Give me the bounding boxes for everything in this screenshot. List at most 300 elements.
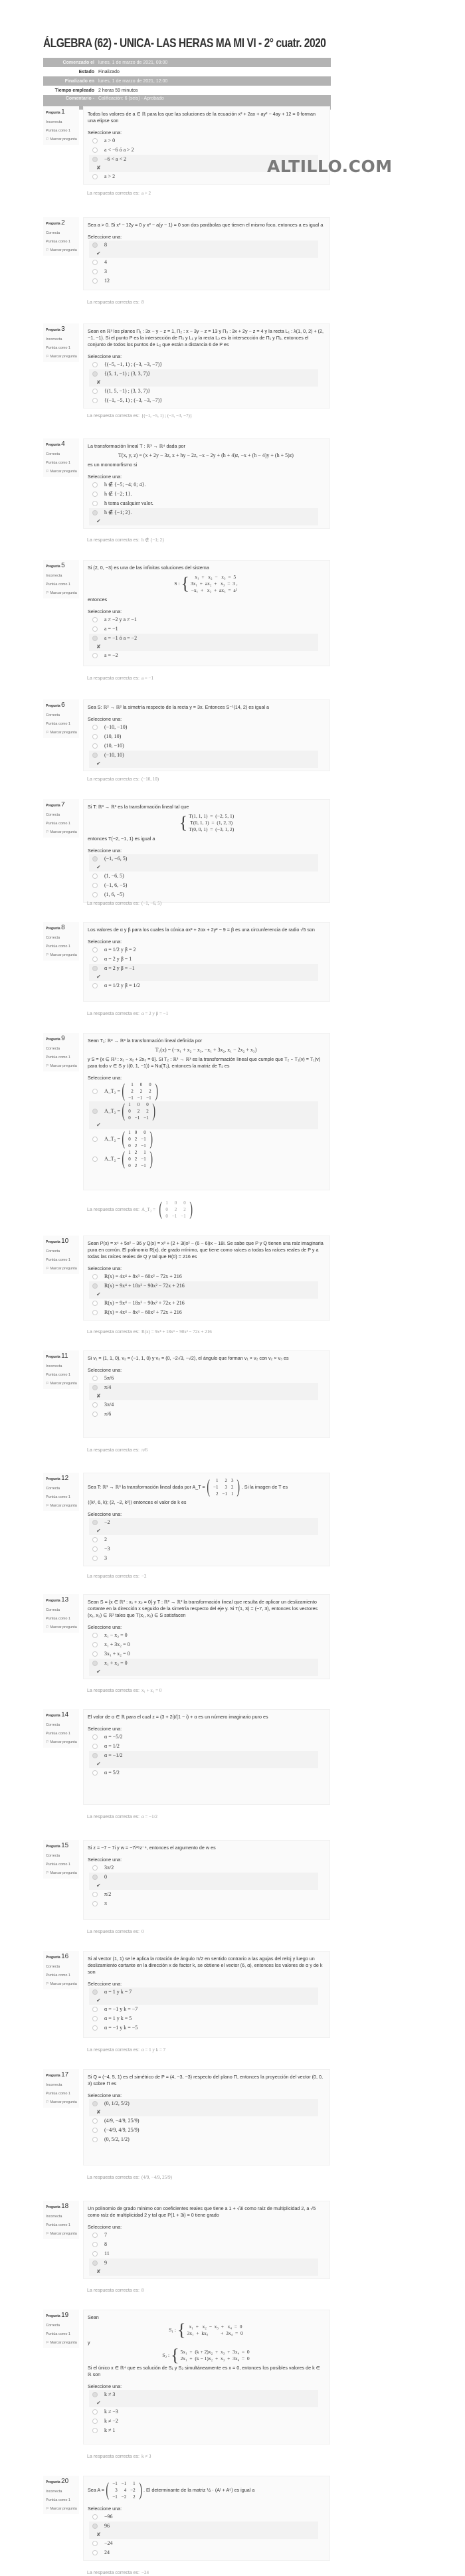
radio-button[interactable] xyxy=(92,398,98,403)
radio-button[interactable] xyxy=(92,1376,98,1381)
question-content xyxy=(83,217,330,290)
question-num: 16 xyxy=(61,1953,69,1960)
answer-option[interactable] xyxy=(89,1732,318,1742)
answer-option[interactable] xyxy=(89,955,318,964)
answer-option[interactable] xyxy=(89,854,318,872)
answer-option[interactable] xyxy=(89,981,318,990)
radio-button[interactable] xyxy=(92,2016,98,2021)
question-text xyxy=(88,1845,324,1851)
question-score: Puntúa como 1 xyxy=(46,346,70,350)
matrix-cell: 1 xyxy=(143,1150,146,1155)
option-text: k ≠ −2 xyxy=(104,2418,118,2424)
radio-button[interactable] xyxy=(92,510,98,515)
option-text: 2 xyxy=(104,1536,107,1542)
radio-button[interactable] xyxy=(92,2128,98,2133)
radio-button[interactable] xyxy=(92,1770,98,1776)
question-num: 5 xyxy=(61,562,65,569)
answer-option[interactable] xyxy=(89,624,318,634)
flag-question-button[interactable] xyxy=(46,1871,79,1875)
option-text: α = 5/2 xyxy=(104,1770,120,1776)
radio-button[interactable] xyxy=(92,983,98,988)
answer-option[interactable] xyxy=(89,1101,318,1129)
select-one-label: Seleccione una: xyxy=(88,2506,122,2512)
flag-question-button[interactable] xyxy=(46,1382,79,1386)
answer-option[interactable] xyxy=(89,1631,318,1640)
cross-icon: ✘ xyxy=(96,2109,101,2115)
option-text: α = 2 y β = −1 xyxy=(104,965,135,971)
option-text: 8 xyxy=(104,242,107,248)
answer-option[interactable] xyxy=(89,145,318,155)
correct-answer xyxy=(87,1200,194,1220)
radio-button[interactable] xyxy=(92,1089,98,1094)
radio-button[interactable] xyxy=(92,1274,98,1279)
radio-button[interactable] xyxy=(92,242,98,248)
matrix xyxy=(205,1477,242,1497)
radio-button[interactable] xyxy=(92,1310,98,1315)
radio-button[interactable] xyxy=(92,492,98,497)
answer-option[interactable] xyxy=(89,1383,318,1400)
flag-label: Marcar pregunta xyxy=(50,2232,77,2236)
matrix-cell: 3 xyxy=(231,1478,234,1483)
question-num: 8 xyxy=(61,924,65,931)
answer-option[interactable] xyxy=(89,267,318,276)
matrix-cell: 0 xyxy=(143,1130,146,1135)
answer-option[interactable] xyxy=(89,396,318,405)
flag-question-button[interactable] xyxy=(46,591,79,595)
matrix-row xyxy=(126,1143,147,1149)
answer-option[interactable] xyxy=(89,360,318,369)
flag-question-button[interactable] xyxy=(46,248,79,252)
radio-button[interactable] xyxy=(92,2118,98,2124)
correct-answer-value: 0 xyxy=(141,1929,144,1934)
answer-option[interactable] xyxy=(89,1400,318,1410)
option-text: α = 1/2 xyxy=(104,1743,120,1749)
radio-button[interactable] xyxy=(92,2541,98,2546)
question-label: Pregunta xyxy=(46,2314,60,2318)
question-info xyxy=(43,2310,79,2348)
radio-button[interactable] xyxy=(92,2550,98,2555)
flag-question-button[interactable] xyxy=(46,1064,79,1068)
flag-question-button[interactable] xyxy=(46,1504,79,1508)
answer-option[interactable] xyxy=(89,480,318,490)
radio-button[interactable] xyxy=(92,626,98,632)
answer-option[interactable] xyxy=(89,1659,318,1676)
answer-option[interactable] xyxy=(89,2126,318,2135)
correct-answer-label: La respuesta correcta es: xyxy=(87,1329,140,1334)
answer-option[interactable] xyxy=(89,1544,318,1554)
flag-icon: ⚐ xyxy=(46,1267,50,1271)
question-info xyxy=(43,2069,79,2108)
radio-button[interactable] xyxy=(92,269,98,274)
answer-option[interactable] xyxy=(89,2005,318,2014)
correct-answer-value: k ≠ 3 xyxy=(141,2454,151,2459)
option-text: 3x₁ + x₂ = 0 xyxy=(104,1651,130,1657)
matrix-cell: 0 xyxy=(137,1102,140,1107)
question-paragraph: Sean xyxy=(88,2314,99,2320)
correct-answer-label: La respuesta correcta es: xyxy=(87,2047,140,2053)
radio-button[interactable] xyxy=(92,966,98,971)
question-info xyxy=(43,323,79,362)
check-icon: ✔ xyxy=(96,1997,101,2003)
radio-button[interactable] xyxy=(92,957,98,962)
answer-option[interactable] xyxy=(89,1554,318,1563)
question-num: 1 xyxy=(61,108,65,116)
select-one-label: Seleccione una: xyxy=(88,716,122,722)
question-num: 6 xyxy=(61,701,65,709)
option-text: A_T₂ = xyxy=(104,1156,120,1162)
matrix xyxy=(120,1149,154,1169)
question-text xyxy=(88,443,324,468)
radio-button[interactable] xyxy=(92,636,98,641)
system-row: 2x₁ + (k − 1)x₂ + x₃ + 3x₄ = 0 xyxy=(180,2355,250,2361)
flag-question-button[interactable] xyxy=(46,2341,79,2345)
radio-button[interactable] xyxy=(92,1546,98,1552)
equation-system xyxy=(88,574,324,594)
answer-option[interactable] xyxy=(89,881,318,890)
radio-button[interactable] xyxy=(92,2101,98,2106)
option-text: (−10, 10) xyxy=(104,752,124,758)
answer-option[interactable] xyxy=(89,2231,318,2240)
radio-button[interactable] xyxy=(92,1385,98,1390)
matrix-cell: −1 xyxy=(146,1095,151,1101)
answer-option[interactable] xyxy=(89,1081,318,1101)
answer-option[interactable] xyxy=(89,2539,318,2548)
flag-label: Marcar pregunta xyxy=(50,2341,77,2345)
flag-question-button[interactable] xyxy=(46,1740,79,1744)
summary-row-state xyxy=(43,67,331,76)
answer-option[interactable] xyxy=(89,1640,318,1649)
answer-option[interactable] xyxy=(89,1129,318,1149)
radio-button[interactable] xyxy=(92,371,98,377)
answer-option[interactable] xyxy=(89,490,318,499)
answer-option[interactable] xyxy=(89,1768,318,1778)
matrix-cell: −1 xyxy=(141,1137,146,1142)
radio-button[interactable] xyxy=(92,157,98,162)
flag-question-button[interactable] xyxy=(46,355,79,359)
question-content xyxy=(83,1840,330,1920)
radio-button[interactable] xyxy=(92,260,98,265)
answer-option[interactable] xyxy=(89,732,318,741)
select-one-label: Seleccione una: xyxy=(88,1624,122,1630)
answer-option[interactable] xyxy=(89,1374,318,1383)
answer-option[interactable] xyxy=(89,2548,318,2557)
radio-button[interactable] xyxy=(92,2025,98,2031)
option-text: x₁ − x₂ = 0 xyxy=(104,1632,128,1638)
answer-option[interactable] xyxy=(89,1751,318,1768)
radio-button[interactable] xyxy=(92,1753,98,1758)
option-text: 96 xyxy=(104,2523,110,2529)
select-one-label: Seleccione una: xyxy=(88,1981,122,1987)
flag-question-button[interactable] xyxy=(46,2507,79,2511)
radio-button[interactable] xyxy=(92,2251,98,2256)
question-label: Pregunta xyxy=(46,1477,60,1481)
radio-button[interactable] xyxy=(92,482,98,488)
radio-button[interactable] xyxy=(92,1901,98,1906)
question-number xyxy=(46,1035,79,1042)
option-text: k ≠ −3 xyxy=(104,2409,118,2415)
radio-button[interactable] xyxy=(92,1283,98,1289)
matrix-cell: 1 xyxy=(128,1150,131,1155)
question-paragraph: La transformación lineal T : ℝ³ → ℝ⁴ dada por xyxy=(88,443,185,449)
radio-button[interactable] xyxy=(92,1875,98,1880)
correct-answer-value: h ∉ {−1; 2} xyxy=(141,537,165,543)
flag-question-button[interactable] xyxy=(46,1625,79,1629)
answer-option[interactable] xyxy=(89,2258,318,2276)
answer-option[interactable] xyxy=(89,2099,318,2116)
select-one-label: Seleccione una: xyxy=(88,1511,122,1517)
radio-button[interactable] xyxy=(92,1556,98,1561)
radio-button[interactable] xyxy=(92,2233,98,2238)
answer-option[interactable] xyxy=(89,741,318,751)
matrix-cell: −1 xyxy=(181,1214,186,1219)
answer-option[interactable] xyxy=(89,276,318,286)
radio-button[interactable] xyxy=(92,2260,98,2266)
matrix-row xyxy=(110,2487,137,2494)
answer-option[interactable] xyxy=(89,1649,318,1659)
radio-button[interactable] xyxy=(92,138,98,143)
flag-question-button[interactable] xyxy=(46,830,79,834)
radio-button[interactable] xyxy=(92,2514,98,2520)
check-icon: ✔ xyxy=(96,1883,101,1888)
question-label: Pregunta xyxy=(46,704,60,708)
question-paragraph: ⟨(k², 6, k); (2, −2, k²)⟩ entonces el valor de k es xyxy=(88,1499,187,1505)
answer-option[interactable] xyxy=(89,1890,318,1899)
radio-button[interactable] xyxy=(92,1137,98,1142)
flag-question-button[interactable] xyxy=(46,470,79,474)
option-text: π/6 xyxy=(104,1411,112,1417)
system-rows xyxy=(181,2349,250,2362)
radio-button[interactable] xyxy=(92,1734,98,1740)
matrix-grid xyxy=(110,2480,137,2500)
radio-button[interactable] xyxy=(92,174,98,179)
matrix xyxy=(120,1081,159,1101)
question-text xyxy=(88,2205,324,2219)
question-info xyxy=(43,560,79,598)
question-score: Puntúa como 1 xyxy=(46,822,70,826)
radio-button[interactable] xyxy=(92,1989,98,1995)
question-score: Puntúa como 1 xyxy=(46,461,70,465)
radio-button[interactable] xyxy=(92,1412,98,1417)
radio-button[interactable] xyxy=(92,1109,98,1114)
answer-option[interactable] xyxy=(89,2407,318,2417)
option-text: R(x) = 9x⁴ − 18x³ − 90x² + 72x + 216 xyxy=(104,1300,185,1306)
radio-button[interactable] xyxy=(92,753,98,758)
answer-option[interactable] xyxy=(89,2116,318,2126)
answer-option[interactable] xyxy=(89,1410,318,1419)
answer-option[interactable] xyxy=(89,651,318,660)
radio-button[interactable] xyxy=(92,617,98,622)
answer-option[interactable] xyxy=(89,499,318,508)
option-text: π/4 xyxy=(104,1384,112,1390)
matrix-row xyxy=(126,1101,150,1108)
radio-button[interactable] xyxy=(92,1744,98,1749)
answer-option[interactable] xyxy=(89,615,318,624)
answer-option[interactable] xyxy=(89,240,318,258)
radio-button[interactable] xyxy=(92,1633,98,1638)
answer-option[interactable] xyxy=(89,2135,318,2144)
answer-option[interactable] xyxy=(89,2512,318,2522)
answer-option[interactable] xyxy=(89,2023,318,2033)
option-text: A_T₂ = xyxy=(104,1136,120,1142)
question-label: Pregunta xyxy=(46,804,60,808)
flag-question-button[interactable] xyxy=(46,731,79,735)
question-score: Puntúa como 1 xyxy=(46,1056,70,1059)
radio-button[interactable] xyxy=(92,1520,98,1525)
radio-button[interactable] xyxy=(92,856,98,862)
answer-option[interactable] xyxy=(89,1518,318,1535)
answer-option[interactable] xyxy=(89,1742,318,1751)
answer-option[interactable] xyxy=(89,2417,318,2426)
question-paragraph: y S = {x ∈ ℝ³ : x₁ − x₂ + 2x₃ = 0}. Si T₂ : ℝ³ → ℝ³ es la transformación lineal que cumple que T₂ ∘ T₁(v) = T₁(v) para todo v ∈ S y ⟨(0, 1, −1)⟩ = Nu(T₂), entonces la matriz de T₂ es xyxy=(88,1056,321,1069)
radio-button[interactable] xyxy=(92,389,98,394)
option-text: A_T₂ = xyxy=(104,1088,120,1094)
radio-button[interactable] xyxy=(92,874,98,879)
radio-button[interactable] xyxy=(92,653,98,658)
radio-button[interactable] xyxy=(92,2419,98,2424)
question-paragraph: Todos los valores de a ∈ ℝ para los que las soluciones de la ecuación x² + 2ax + ay² − 4ay + 12 = 0 forman una elipse son xyxy=(88,111,316,124)
question-label: Pregunta xyxy=(46,927,60,931)
answer-option[interactable] xyxy=(89,508,318,525)
question-number xyxy=(46,1596,79,1604)
radio-button[interactable] xyxy=(92,1865,98,1871)
option-text: 5π/6 xyxy=(104,1375,114,1381)
question-content xyxy=(83,1350,330,1438)
question-number xyxy=(46,1842,79,1849)
answer-option[interactable] xyxy=(89,964,318,981)
radio-button[interactable] xyxy=(92,1301,98,1306)
flag-question-button[interactable] xyxy=(46,138,79,141)
answer-option[interactable] xyxy=(89,945,318,955)
radio-button[interactable] xyxy=(92,1402,98,1408)
radio-button[interactable] xyxy=(92,362,98,367)
radio-button[interactable] xyxy=(92,725,98,730)
answer-option[interactable] xyxy=(89,136,318,145)
check-icon: ✔ xyxy=(96,1291,101,1297)
check-icon: ✔ xyxy=(96,1528,101,1534)
radio-button[interactable] xyxy=(92,1661,98,1666)
brace-icon: { xyxy=(179,813,188,832)
radio-button[interactable] xyxy=(92,2524,98,2529)
answer-option[interactable] xyxy=(89,369,318,387)
radio-button[interactable] xyxy=(92,2137,98,2142)
answer-option[interactable] xyxy=(89,1272,318,1281)
radio-button[interactable] xyxy=(92,743,98,749)
answer-option[interactable] xyxy=(89,1535,318,1544)
matrix-cell: 2 xyxy=(134,1156,138,1162)
option-text: α = 1 y k = 7 xyxy=(104,1989,132,1995)
check-icon: ✔ xyxy=(96,1761,101,1767)
answer-option[interactable] xyxy=(89,872,318,881)
question-number xyxy=(46,325,79,333)
option-text: 4 xyxy=(104,259,107,265)
question-state: Correcta xyxy=(46,813,60,817)
radio-button[interactable] xyxy=(92,1892,98,1897)
answer-option[interactable] xyxy=(89,1873,318,1890)
answer-option[interactable] xyxy=(89,1281,318,1299)
answer-option[interactable] xyxy=(89,2522,318,2539)
option-text: π/2 xyxy=(104,1891,112,1897)
answer-option[interactable] xyxy=(89,1863,318,1873)
radio-button[interactable] xyxy=(92,1642,98,1647)
answer-option[interactable] xyxy=(89,1149,318,1169)
question-state: Correcta xyxy=(46,1965,60,1969)
matrix-row xyxy=(126,1129,147,1136)
answer-option[interactable] xyxy=(89,2249,318,2258)
correct-answer-value: −24 xyxy=(141,2570,149,2575)
option-text: (4/9, −4/9, 25/9) xyxy=(104,2118,140,2124)
radio-button[interactable] xyxy=(92,501,98,506)
answer-option[interactable] xyxy=(89,2390,318,2407)
system-name: S₂ : xyxy=(162,2352,170,2358)
radio-button[interactable] xyxy=(92,1537,98,1542)
flag-question-button[interactable] xyxy=(46,1267,79,1271)
summary-row-finished xyxy=(43,76,331,86)
question-number xyxy=(46,801,79,808)
radio-button[interactable] xyxy=(92,2007,98,2012)
radio-button[interactable] xyxy=(92,2428,98,2433)
system-rows xyxy=(189,813,234,833)
radio-button[interactable] xyxy=(92,2242,98,2247)
radio-button[interactable] xyxy=(92,883,98,888)
correct-answer xyxy=(87,777,159,782)
radio-button[interactable] xyxy=(92,2409,98,2415)
radio-button[interactable] xyxy=(92,1651,98,1657)
radio-button[interactable] xyxy=(92,278,98,284)
matrix-row xyxy=(163,1206,187,1213)
flag-label: Marcar pregunta xyxy=(50,1064,77,1068)
radio-button[interactable] xyxy=(92,734,98,739)
question-state: Incorrecta xyxy=(46,2490,62,2494)
answer-option[interactable] xyxy=(89,2426,318,2435)
question-paragraph-matrix xyxy=(88,2480,324,2500)
answer-option[interactable] xyxy=(89,723,318,732)
question-state: Incorrecta xyxy=(46,2083,62,2087)
answer-option[interactable] xyxy=(89,2240,318,2249)
answer-option[interactable] xyxy=(89,387,318,396)
option-text: a ≠ −2 y a ≠ −1 xyxy=(104,616,137,622)
radio-button[interactable] xyxy=(92,1156,98,1162)
answer-option[interactable] xyxy=(89,634,318,651)
question-number xyxy=(46,2312,79,2319)
flag-icon: ⚐ xyxy=(46,248,50,252)
radio-button[interactable] xyxy=(92,947,98,953)
answer-option[interactable] xyxy=(89,1987,318,2005)
answer-option[interactable] xyxy=(89,890,318,899)
flag-question-button[interactable] xyxy=(46,2100,79,2104)
correct-answer-value: x₁ + x₂ = 0 xyxy=(141,1688,162,1693)
flag-question-button[interactable] xyxy=(46,1982,79,1986)
answer-option[interactable] xyxy=(89,1308,318,1317)
question-info xyxy=(43,699,79,738)
answer-option[interactable] xyxy=(89,2014,318,2023)
flag-question-button[interactable] xyxy=(46,953,79,957)
radio-button[interactable] xyxy=(92,147,98,153)
flag-question-button[interactable] xyxy=(46,2232,79,2236)
answer-option[interactable] xyxy=(89,258,318,267)
question-num: 15 xyxy=(61,1842,69,1849)
matrix-grid xyxy=(126,1101,150,1121)
answer-option[interactable] xyxy=(89,751,318,768)
radio-button[interactable] xyxy=(92,892,98,897)
question-score: Puntúa como 1 xyxy=(46,1617,70,1621)
system-row: 3x₁ + kx₂ + 3x₄ = 0 xyxy=(187,2330,243,2336)
flag-icon: ⚐ xyxy=(46,355,50,359)
answer-option[interactable] xyxy=(89,1299,318,1308)
radio-button[interactable] xyxy=(92,2392,98,2397)
answer-option[interactable] xyxy=(89,1899,318,1908)
correct-answer-label: La respuesta correcta es: xyxy=(87,777,140,782)
flag-icon: ⚐ xyxy=(46,953,50,957)
